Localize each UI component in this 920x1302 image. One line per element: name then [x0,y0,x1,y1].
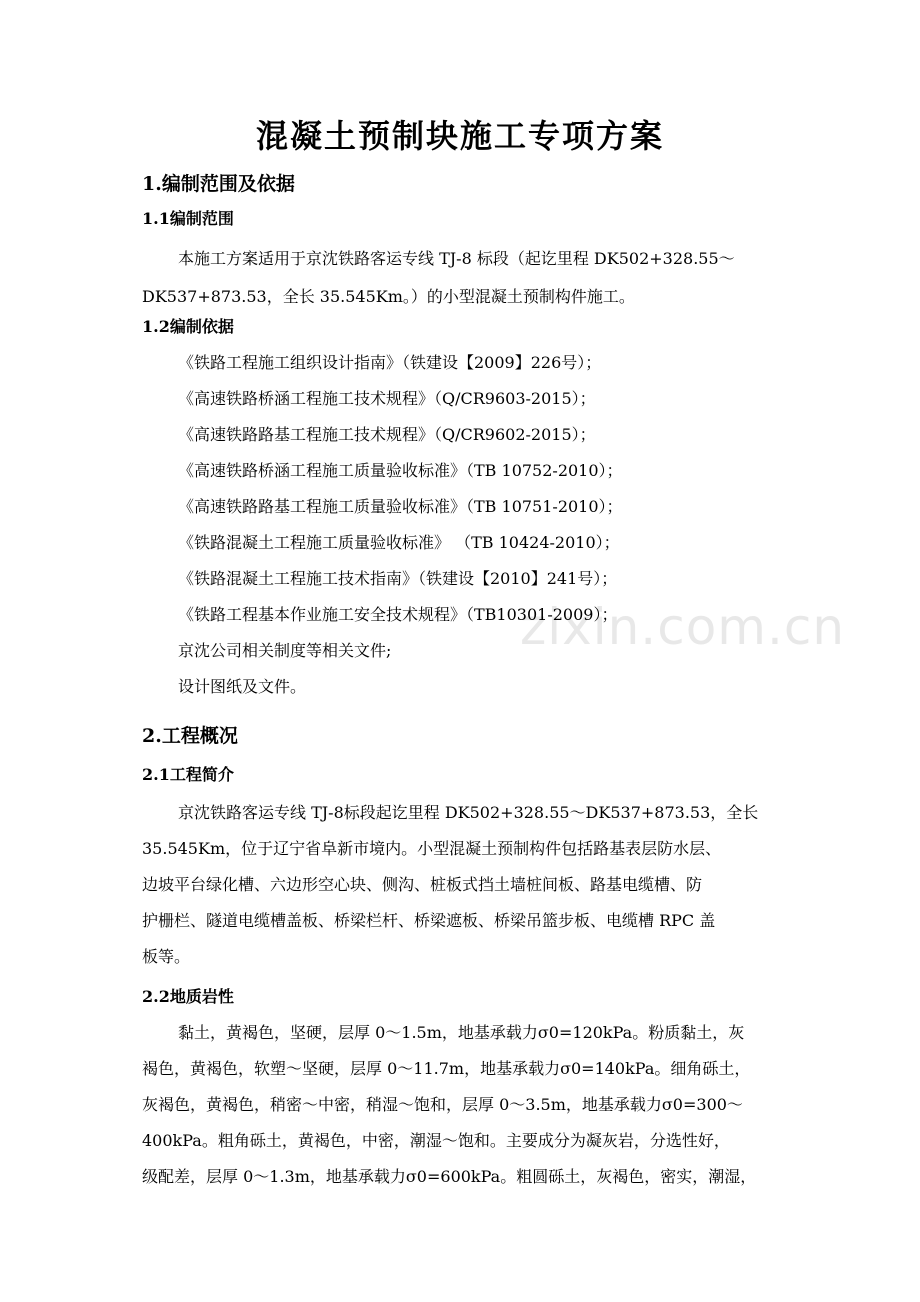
section-2-2-line-4: 400kPa。粗角砾土，黄褐色，中密，潮湿～饱和。主要成分为凝灰岩，分选性好， [142,1131,730,1150]
reference-item: 《铁路混凝土工程施工质量验收标准》 （TB 10424-2010）； [178,533,620,552]
reference-item: 《铁路工程基本作业施工安全技术规程》（TB10301-2009）； [178,605,618,624]
section-2-2-line-5: 级配差，层厚 0～1.3m，地基承载力σ0=600kPa。粗圆砾土，灰褐色，密实，潮湿， [142,1167,757,1186]
section-1-1-line-2: DK537+873.53，全长 35.545Km。）的小型混凝土预制构件施工。 [142,287,635,306]
section-2-1-line-5: 板等。 [142,947,191,966]
reference-item: 《铁路混凝土工程施工技术指南》（铁建设【2010】241号）； [178,569,618,588]
section-2-1-line-3: 边坡平台绿化槽、六边形空心块、侧沟、桩板式挡土墙桩间板、路基电缆槽、防 [142,875,703,894]
section-2-1-line-2: 35.545Km，位于辽宁省阜新市境内。小型混凝土预制构件包括路基表层防水层、 [142,839,722,858]
section-1-1-heading: 1.1编制范围 [142,209,234,228]
watermark: zixin.com.cn [520,598,846,656]
section-2-1-line-1: 京沈铁路客运专线 TJ-8标段起讫里程 DK502+328.55～DK537+873.53，全长 [178,803,759,822]
section-2-2-line-2: 褐色，黄褐色，软塑～坚硬，层厚 0～11.7m，地基承载力σ0=140kPa。细角砾土， [142,1059,751,1078]
section-2-heading: 2.工程概况 [142,725,238,747]
section-2-1-heading: 2.1工程简介 [142,765,234,784]
section-2-2-line-3: 灰褐色，黄褐色，稍密～中密，稍湿～饱和，层厚 0～3.5m，地基承载力σ0=300～ [142,1095,743,1114]
reference-item: 《高速铁路路基工程施工质量验收标准》（TB 10751-2010）； [178,497,623,516]
reference-item: 《高速铁路桥涵工程施工质量验收标准》（TB 10752-2010）； [178,461,623,480]
reference-item: 《高速铁路桥涵工程施工技术规程》（Q/CR9603-2015）； [178,389,596,408]
section-2-2-line-1: 黏土，黄褐色，坚硬，层厚 0～1.5m，地基承载力σ0=120kPa。粉质黏土，灰 [178,1023,745,1042]
section-2-1-line-4: 护栅栏、隧道电缆槽盖板、桥梁栏杆、桥梁遮板、桥梁吊篮步板、电缆槽 RPC 盖 [142,911,716,930]
document-title: 混凝土预制块施工专项方案 [255,117,664,155]
reference-item: 京沈公司相关制度等相关文件; [178,641,392,660]
section-1-1-line-1: 本施工方案适用于京沈铁路客运专线 TJ-8 标段（起讫里程 DK502+328.55～ [178,249,735,268]
reference-item: 《高速铁路路基工程施工技术规程》（Q/CR9602-2015）； [178,425,596,444]
section-2-2-heading: 2.2地质岩性 [142,987,234,1006]
section-1-2-heading: 1.2编制依据 [142,317,234,336]
section-1-heading: 1.编制范围及依据 [142,173,295,195]
reference-item: 设计图纸及文件。 [178,677,307,696]
reference-item: 《铁路工程施工组织设计指南》（铁建设【2009】226号）； [178,353,602,372]
